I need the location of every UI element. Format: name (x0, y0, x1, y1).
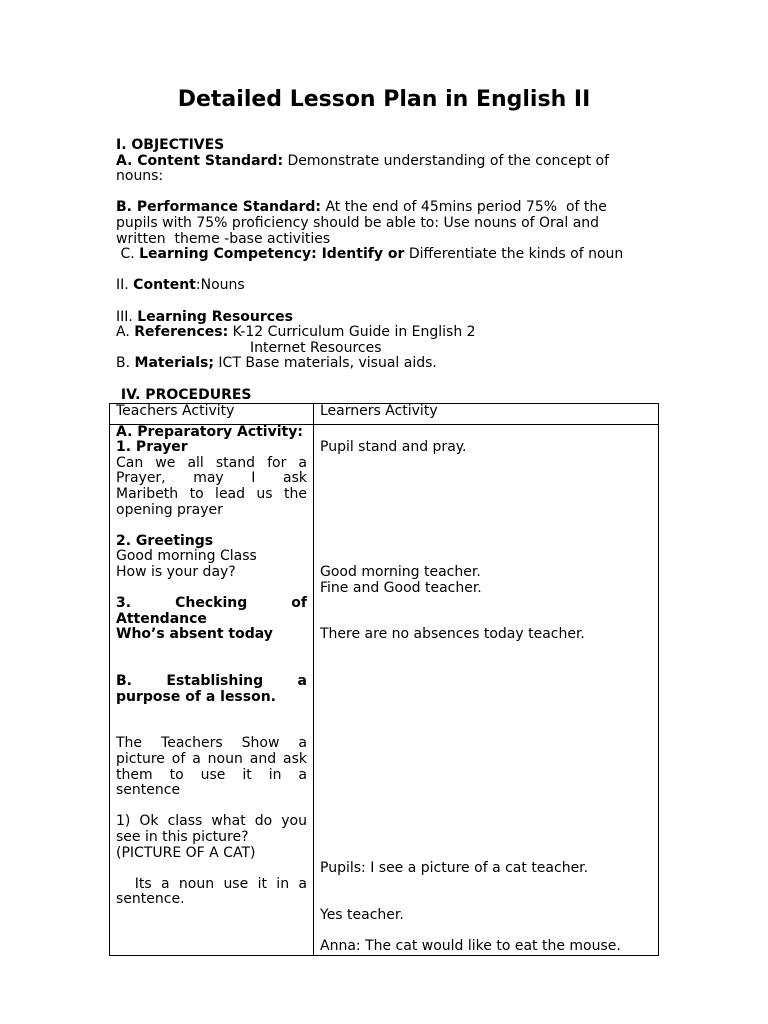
greetings-heading: 2. Greetings (116, 532, 214, 549)
performance-standard-text: At the end of 45mins period 75% of the (321, 199, 607, 216)
teachers-activity-header: Teachers Activity (110, 404, 314, 425)
objectives-section (116, 138, 661, 403)
references-label: References: (134, 324, 229, 341)
content-standard-text-cont: nouns: (116, 168, 164, 185)
anna-response: Anna: The cat would like to eat the mouse. (320, 938, 621, 955)
greetings-response-line: Good morning teacher. (320, 563, 481, 580)
procedures-heading: IV. PROCEDURES (116, 386, 252, 403)
objectives-heading: I. OBJECTIVES (116, 137, 225, 153)
question-text-line: (PICTURE OF A CAT) (116, 844, 256, 861)
materials-text: ICT Base materials, visual aids. (213, 355, 437, 372)
noun-response: Yes teacher. (320, 907, 404, 923)
attendance-heading-cont: Attendance (116, 610, 207, 627)
content-standard-text: Demonstrate understanding of the concept of (283, 152, 610, 169)
content-label: Content (133, 277, 196, 294)
references-text: K-12 Curriculum Guide in English 2 (228, 324, 476, 341)
teachers-activity-cell (110, 424, 314, 955)
show-text-line: sentence (116, 782, 181, 799)
procedures-table (109, 403, 659, 956)
table-header-row (110, 404, 659, 425)
attendance-question: Who’s absent today (116, 626, 273, 643)
greetings-response-line: Fine and Good teacher. (320, 579, 482, 596)
materials-label: Materials; (134, 355, 214, 372)
greetings-text-line: How is your day? (116, 563, 236, 580)
performance-standard-label: B. Performance Standard: (116, 199, 321, 216)
prayer-text-line: Can we all stand for a (116, 454, 307, 471)
performance-standard-text-cont: pupils with 75% proficiency should be able to: Use nouns of Oral and (116, 214, 600, 231)
page-title: Detailed Lesson Plan in English II (177, 87, 591, 112)
competency-label: Learning Competency: Identify or (139, 246, 405, 263)
show-text-line: them to use it in a (116, 766, 307, 783)
show-text-line: picture of a noun and ask (116, 751, 307, 768)
prayer-text-line: Prayer, may I ask (116, 470, 307, 487)
competency-text: Differentiate the kinds of noun (404, 246, 624, 263)
prayer-text-line: Maribeth to lead us the (116, 485, 307, 502)
question-text-line: see in this picture? (116, 829, 249, 846)
prayer-response: Pupil stand and pray. (320, 439, 467, 456)
resources-prefix: III. (116, 308, 138, 325)
materials-prefix: B. (116, 355, 135, 372)
references-prefix: A. (116, 324, 135, 341)
table-row (110, 424, 659, 955)
prayer-text-line: opening prayer (116, 501, 223, 518)
content-standard-label: A. Content Standard: (116, 152, 284, 169)
resources-heading: Learning Resources (137, 308, 293, 325)
content-text: :Nouns (195, 277, 245, 294)
prayer-heading: 1. Prayer (116, 439, 188, 456)
purpose-heading-cont: purpose of a lesson. (116, 688, 277, 705)
learners-activity-cell (314, 424, 659, 955)
question-text-line: 1) Ok class what do you (116, 813, 307, 830)
noun-text-line: sentence. (116, 891, 185, 908)
competency-prefix: C. (116, 246, 140, 263)
noun-text-line: Its a noun use it in a (116, 875, 307, 892)
attendance-response: There are no absences today teacher. (320, 626, 585, 643)
learners-activity-header: Learners Activity (314, 404, 659, 425)
question-response: Pupils: I see a picture of a cat teacher. (320, 860, 589, 877)
content-prefix: II. (116, 277, 134, 294)
show-text-line: The Teachers Show a (116, 735, 307, 752)
attendance-heading: 3. Checking of (116, 595, 307, 612)
greetings-text-line: Good morning Class (116, 548, 257, 565)
prep-heading: A. Preparatory Activity: (116, 423, 303, 440)
references-text-cont: Internet Resources (250, 339, 382, 356)
performance-standard-text-cont2: written theme -base activities (116, 230, 331, 247)
purpose-heading: B. Establishing a (116, 673, 307, 690)
